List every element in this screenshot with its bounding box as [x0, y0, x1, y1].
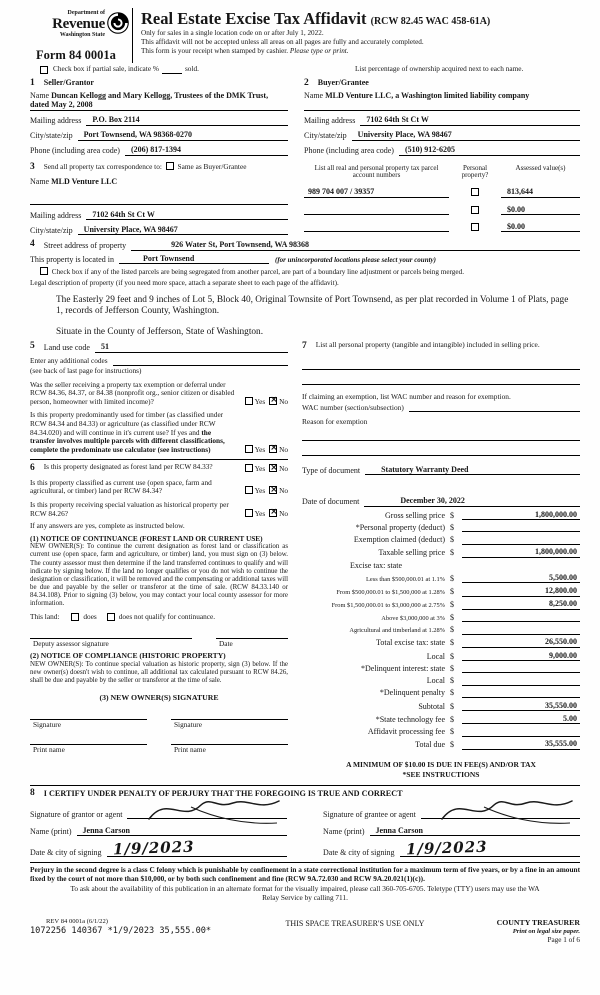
wac-number-label: WAC number (section/subsection)	[302, 402, 404, 412]
tax-row	[302, 599, 580, 609]
notice-continuance-title: (1) NOTICE OF CONTINUANCE (FOREST LAND OR CURRENT USE)	[30, 533, 263, 543]
tax-row-label: Agricultural and timberland at 1.28%	[349, 626, 445, 634]
personal-property-field-2[interactable]	[302, 374, 580, 385]
deputy-assessor-signature-field[interactable]: Deputy assessor signature	[30, 638, 192, 649]
tax-row	[302, 573, 580, 583]
exemption-yes-checkbox[interactable]	[245, 397, 253, 405]
situate-line: Situate in the County of Jefferson, State of Washington.	[56, 327, 264, 338]
deputy-signature-row	[30, 638, 288, 649]
tax-row	[302, 727, 580, 737]
logo-washington-state: Washington State	[59, 32, 105, 39]
question-current-use: Is this property classified as current use (open space, farm and agricultural, or timber) land per RCW 84.34? Yes × No	[30, 479, 288, 496]
forest-yes-checkbox[interactable]	[245, 464, 253, 472]
dor-logo	[30, 10, 132, 39]
tax-row	[302, 714, 580, 724]
correspondence-mailing-field[interactable]: 7102 64th St Ct W	[86, 210, 288, 220]
tax-amount-field[interactable]: 35,555.00	[462, 739, 580, 749]
reason-exemption-field-1[interactable]	[302, 430, 580, 441]
parcel-row	[304, 187, 580, 197]
same-as-buyer-checkbox[interactable]	[166, 162, 174, 170]
seller-phone-field[interactable]: (206) 817-1394	[125, 145, 288, 155]
partial-sale-row	[38, 65, 580, 74]
located-in-note: (for unincorporated locations please select your county)	[274, 256, 436, 265]
dollar-sign: $	[450, 510, 454, 520]
perjury-paragraph: Perjury in the second degree is a class C felony which is punishable by confinement in a state correctional institution for a maximum term of five years, or by a fine in an amount fixed by the court of not more than $10,000, or by both such confinement and fine (RCW 9A.72.030 and RCW 9A.20.021(1)(c)).	[30, 862, 580, 883]
tax-amount-field[interactable]	[462, 664, 580, 674]
this-land-row: This land: does does not qualify for continuance.	[30, 611, 216, 621]
buyer-city-field[interactable]: University Place, WA 98467	[352, 130, 580, 140]
parcel-number-field[interactable]: 989 704 007 / 39357	[304, 187, 449, 197]
tax-row	[302, 676, 580, 686]
dollar-sign: $	[450, 676, 454, 686]
grantee-signature-label: Signature of grantee or agent	[323, 809, 416, 819]
dollar-sign: $	[450, 548, 454, 558]
buyer-name-field[interactable]: Name MLD Venture LLC, a Washington limited liability company	[304, 91, 580, 111]
grantor-print-name-field[interactable]: Jenna Carson	[77, 826, 287, 836]
tax-amount-field[interactable]: 9,000.00	[462, 651, 580, 661]
personal-property-checkbox[interactable]	[471, 223, 479, 231]
assessed-value-field[interactable]: 813,644	[501, 187, 580, 197]
partial-sale-label: Check box if partial sale, indicate %	[53, 64, 159, 74]
title-block	[132, 8, 580, 63]
tax-amount-field[interactable]	[462, 688, 580, 698]
owner-signature-field-1[interactable]: Signature	[30, 719, 147, 730]
historic-no-checkbox[interactable]	[269, 509, 277, 517]
question-timber: Is this property predominantly used for timber (as classified under RCW 84.34 and 84.33) or agriculture (as classified under RCW 84.34.020) and will continue in it's current use? If yes and the transfer involves multiple parcels with different classifications, complete the predominate use calculator (see instructions) Yes × No	[30, 411, 288, 454]
header-note-1: Only for sales in a single location code on or after July 1, 2022.	[141, 28, 324, 37]
new-owner-signature-title: (3) NEW OWNER(S) SIGNATURE	[99, 693, 219, 703]
dollar-sign: $	[450, 522, 454, 532]
legal-description-label: Legal description of property (if you need more space, attach a separate sheet to each page of the affidavit).	[30, 278, 339, 287]
tax-row	[302, 651, 580, 661]
tax-row-label: Gross selling price	[385, 510, 445, 520]
tax-amount-field[interactable]	[462, 676, 580, 686]
land-does-checkbox[interactable]	[71, 613, 79, 621]
doc-type-label: Type of document	[302, 465, 361, 475]
county-treasurer-label: COUNTY TREASURER	[496, 918, 580, 928]
question-historic: Is this property receiving special valuation as historical property per RCW 84.26? Yes × No	[30, 501, 288, 518]
dollar-sign: $	[450, 587, 454, 597]
section-4-number: 4	[30, 239, 35, 250]
current-use-no-checkbox[interactable]	[269, 486, 277, 494]
certify-statement: I CERTIFY UNDER PENALTY OF PERJURY THAT THE FOREGOING IS TRUE AND CORRECT	[43, 789, 403, 799]
minimum-due-note: A MINIMUM OF $10.00 IS DUE IN FEE(S) AND/OR TAX *SEE INSTRUCTIONS	[346, 759, 536, 779]
section-forest	[30, 459, 288, 755]
tax-row-label: Local	[426, 651, 445, 661]
dollar-sign: $	[450, 574, 454, 584]
logo-dept-of: Department of	[67, 10, 105, 16]
header	[30, 8, 580, 63]
section-6-number: 6	[30, 462, 35, 473]
tax-row-label: Less than $500,000.01 at 1.1%	[366, 575, 445, 583]
land-use-label: Land use code	[43, 343, 90, 353]
partial-sale-sold-label: sold.	[184, 64, 199, 74]
additional-codes-field[interactable]	[113, 357, 288, 366]
parcel-col-assessed: Assessed value(s)	[515, 163, 566, 172]
dollar-sign: $	[450, 535, 454, 545]
grantor-signature-label: Signature of grantor or agent	[30, 809, 123, 819]
street-address-field[interactable]: 926 Water St, Port Townsend, WA 98368	[131, 240, 580, 250]
rev-form-code: REV 84 0001a (6/1/22)	[46, 918, 108, 926]
timber-yes-checkbox[interactable]	[245, 445, 253, 453]
dollar-sign: $	[450, 651, 454, 661]
partial-sale-checkbox[interactable]	[40, 66, 48, 74]
parcel-rows	[304, 187, 580, 232]
grantor-date-field[interactable]	[107, 838, 287, 859]
street-address-label: Street address of property	[43, 241, 127, 251]
notice-compliance-title: (2) NOTICE OF COMPLIANCE (HISTORIC PROPERTY)	[30, 651, 226, 661]
dollar-sign: $	[450, 688, 454, 698]
section-2-title: Buyer/Grantee	[317, 77, 369, 87]
forest-no-checkbox[interactable]	[269, 464, 277, 472]
historic-yes-checkbox[interactable]	[245, 509, 253, 517]
ownership-note: List percentage of ownership acquired next to each name.	[354, 64, 524, 74]
land-does-not-checkbox[interactable]	[107, 613, 115, 621]
grantee-signature-scrawl	[436, 797, 576, 827]
dollar-sign: $	[450, 740, 454, 750]
doc-date-label: Date of document	[302, 497, 360, 507]
owner-signature-field-2[interactable]: Signature	[171, 719, 288, 730]
tax-amount-field[interactable]	[462, 535, 580, 545]
agency-block	[30, 8, 132, 63]
parcel-col-personal: Personal property?	[461, 163, 489, 180]
parcel-col-numbers: List all real and personal property tax parcel account numbers	[314, 163, 439, 180]
treasurer-stamp: 1072256 140367 *1/9/2023 35,555.00*	[30, 926, 212, 937]
tax-amount-field[interactable]: 1,800,000.00	[462, 547, 580, 557]
tax-amount-field[interactable]	[462, 613, 580, 623]
segregated-checkbox[interactable]	[40, 267, 48, 275]
tax-amount-field[interactable]: 35,550.00	[462, 701, 580, 711]
tax-row-label: Above $3,000,000 at 3%	[381, 614, 445, 622]
grantor-handwritten-date: 1/9/2023	[112, 838, 195, 859]
grantor-signature-scrawl	[143, 797, 283, 827]
dollar-sign: $	[450, 638, 454, 648]
buyer-mailing-field[interactable]: 7102 64th St Ct W	[360, 115, 580, 125]
grantee-date-field[interactable]	[400, 838, 580, 859]
located-in-field[interactable]: Port Townsend	[119, 254, 269, 264]
tax-amount-field[interactable]: 12,800.00	[462, 586, 580, 596]
personal-property-checkbox[interactable]	[471, 188, 479, 196]
tax-row-label: *Personal property (deduct)	[355, 522, 445, 532]
tax-row	[302, 510, 580, 520]
parcel-table	[304, 162, 580, 236]
segregated-note: Check box if any of the listed parcels are being segregated from another parcel, are part of a boundary line adjustment or parcels being merged.	[51, 267, 464, 276]
dollar-sign: $	[450, 714, 454, 724]
assessed-value-field[interactable]: $0.00	[501, 222, 580, 232]
dollar-sign: $	[450, 701, 454, 711]
seller-city-field[interactable]: Port Townsend, WA 98368-0270	[78, 130, 288, 140]
section-1-number: 1	[30, 77, 35, 88]
form-number: Form 84 0001a	[36, 48, 116, 63]
current-use-yes-checkbox[interactable]	[245, 486, 253, 494]
tax-row-label: From $1,500,000.01 to $3,000,000 at 2.75%	[331, 602, 445, 610]
tax-amount-field[interactable]	[462, 727, 580, 737]
tax-row-label: Exemption claimed (deduct)	[353, 535, 445, 545]
dollar-sign: $	[450, 612, 454, 622]
grantee-handwritten-date: 1/9/2023	[405, 838, 488, 859]
tax-row-label: From $500,000.01 to $1,500,000 at 1.28%	[336, 589, 445, 597]
tax-amount-field[interactable]	[462, 625, 580, 635]
tax-row-label: Excise tax: state	[350, 560, 402, 570]
form-title-rcw: (RCW 82.45 WAC 458-61A)	[370, 16, 491, 27]
owner-signature-row	[30, 719, 288, 730]
deputy-date-field[interactable]: Date	[216, 638, 288, 649]
located-in-label: This property is located in	[30, 255, 114, 264]
dor-swirl-icon	[106, 11, 130, 35]
section-3-number: 3	[30, 161, 35, 172]
assessed-value-field[interactable]: $0.00	[501, 205, 580, 215]
personal-property-checkbox[interactable]	[471, 206, 479, 214]
section-3-intro: Send all property tax correspondence to:	[43, 161, 162, 171]
right-column	[302, 341, 580, 779]
if-yes-note: If any answers are yes, complete as instructed below.	[30, 521, 185, 531]
tax-row-label: Total excise tax: state	[376, 638, 445, 648]
reason-exemption-label: Reason for exemption	[302, 417, 368, 427]
seller-mailing-field[interactable]: P.O. Box 2114	[86, 115, 288, 125]
tax-amount-field[interactable]: 5.00	[462, 714, 580, 724]
section-property	[30, 239, 580, 338]
footer	[30, 918, 580, 945]
tax-row	[302, 625, 580, 635]
section-2-number: 2	[304, 77, 309, 88]
exemption-claim-note: If claiming an exemption, list WAC number and reason for exemption.	[302, 391, 511, 401]
doc-date-field[interactable]: December 30, 2022	[364, 496, 580, 506]
buyer-phone-field[interactable]: (510) 912-6205	[399, 145, 580, 155]
legal-description-text: The Easterly 29 feet and 9 inches of Lot 5, Block 40, Original Townsite of Port Townsend, as per plat recorded in Volume 1 of Plats, page 1, records of Jefferson County, Washington.	[56, 295, 569, 317]
parcel-row	[304, 205, 580, 215]
grantee-certify-block: Signature of grantee or agent Name (print) Jenna Carson Date & city of signing 1/9/2023	[323, 804, 580, 857]
header-note-3: This form is your receipt when stamped by cashier. Please type or print.	[141, 47, 349, 56]
section-seller: 1 Seller/Grantor Name Duncan Kellogg and Mary Kellogg, Trustees of the DMK Trust, dated May 2, 2008 Mailing address P.O. Box 2114 City/state/zip Port Townsend, WA 98368-0270 Phone (including area code) (206) 817-1394	[30, 78, 288, 156]
header-note-2: This affidavit will not be accepted unless all areas on all pages are fully and accurately completed.	[141, 37, 424, 46]
tax-amount-field[interactable]: 8,250.00	[462, 599, 580, 609]
parcel-row	[304, 222, 580, 232]
grantor-certify-block: Signature of grantor or agent Name (print) Jenna Carson Date & city of signing 1/9/2023	[30, 804, 287, 857]
tax-row	[302, 739, 580, 749]
tax-row	[302, 561, 580, 571]
seller-name-field[interactable]: Name Duncan Kellogg and Mary Kellogg, Trustees of the DMK Trust, dated May 2, 2008	[30, 91, 288, 111]
notice-continuance-body: NEW OWNER(S): To continue the current designation as forest land or classification as current use (open space, farm and agriculture, or timber) land, you must sign on (3) below. The county assessor must then determine if the land transferred continues to qualify and will indicate by signing below. If the land no longer qualifies or you do not wish to continue the designation or classification, it will be removed and the compensating or additional taxes will be due and payable by the seller or transferor at the time of sale. (RCW 84.33.140 or 84.34.108). Prior to signing (3) below, you may contact your local county assessor for more information.	[30, 543, 288, 607]
section-buyer: 2 Buyer/Grantee Name MLD Venture LLC, a Washington limited liability company Mailing address 7102 64th St Ct W City/state/zip University Place, WA 98467 Phone (including area code) (510) 912-6205	[304, 78, 580, 156]
dollar-sign: $	[450, 727, 454, 737]
personal-property-note: List all personal property (tangible and intangible) included in selling price.	[315, 340, 540, 350]
section-7-number: 7	[302, 341, 307, 352]
tax-amount-field[interactable]: 1,800,000.00	[462, 510, 580, 520]
section-certify	[30, 785, 580, 857]
dollar-sign: $	[450, 600, 454, 610]
see-back-note: (see back of last page for instructions)	[30, 366, 142, 376]
question-exemption: Was the seller receiving a property tax exemption or deferral under RCW 84.36, 84.37, or 84.38 (nonprofit org., senior citizen or disabled person, homeowner with limited income)? Yes × No	[30, 381, 288, 407]
tax-row	[302, 688, 580, 698]
parcel-table-header	[304, 165, 580, 180]
tax-row	[302, 547, 580, 557]
tax-row-label: *Delinquent interest: state	[361, 663, 445, 673]
tax-row	[302, 701, 580, 711]
personal-property-field-1[interactable]	[302, 359, 580, 370]
tax-row	[302, 637, 580, 647]
tax-row-label: Total due	[415, 740, 445, 750]
same-as-buyer-label: Same as Buyer/Grantee	[177, 161, 247, 171]
tax-table	[302, 510, 580, 750]
tax-amount-field[interactable]: 5,500.00	[462, 573, 580, 583]
tax-row-label: *State technology fee	[375, 714, 445, 724]
tax-amount-field[interactable]: 26,550.00	[462, 637, 580, 647]
tax-row-label: Affidavit processing fee	[367, 727, 445, 737]
logo-revenue: Revenue	[52, 16, 105, 33]
notice-compliance-body: NEW OWNER(S): To continue special valuation as historic property, sign (3) below. If the new owner(s) doesn't wish to continue, all additional tax calculated pursuant to RCW 84.26, shall be due and payable by the seller or transferor at the time of sale.	[30, 661, 288, 685]
legal-paper-note: Print on legal size paper.	[512, 928, 580, 936]
tax-row	[302, 535, 580, 545]
section-1-title: Seller/Grantor	[43, 77, 94, 87]
question-forest-land: 6 Is this property designated as forest land per RCW 84.33? Yes × No	[30, 463, 288, 474]
segregated-row	[38, 267, 580, 276]
section-5-number: 5	[30, 341, 35, 352]
treasurer-space-note: THIS SPACE TREASURER'S USE ONLY	[285, 919, 425, 929]
reason-exemption-field-2[interactable]	[302, 445, 580, 456]
form-title: Real Estate Excise Tax Affidavit (RCW 82.45 WAC 458-61A)	[141, 9, 491, 28]
accessibility-note: To ask about the availability of this publication in an alternate format for the visually impaired, please call 360-705-6705. Teletype (TTY) users may use the WA Relay Service by calling 711.	[70, 884, 540, 902]
page-indicator: Page 1 of 6	[547, 936, 580, 945]
section-correspondence: 3 Send all property tax correspondence to: Same as Buyer/Grantee Name MLD Venture LLC Mailing address 7102 64th St Ct W City/state/zip University Place, WA 98467	[30, 162, 288, 236]
correspondence-city-field[interactable]: University Place, WA 98467	[78, 225, 288, 235]
owner-printname-row	[30, 744, 288, 755]
tax-amount-field[interactable]	[462, 523, 580, 533]
correspondence-blank-field[interactable]	[30, 194, 288, 205]
correspondence-name-field[interactable]: MLD Venture LLC	[51, 176, 118, 186]
exemption-no-checkbox[interactable]	[269, 397, 277, 405]
owner-print-name-field-1[interactable]: Print name	[30, 744, 147, 755]
owner-print-name-field-2[interactable]: Print name	[171, 744, 288, 755]
parcel-number-field[interactable]	[304, 223, 449, 232]
grantee-print-name-field[interactable]: Jenna Carson	[370, 826, 580, 836]
tax-row-label: Subtotal	[418, 701, 445, 711]
additional-codes-label: Enter any additional codes	[30, 356, 108, 366]
doc-type-field[interactable]: Statutory Warranty Deed	[365, 465, 580, 475]
land-use-code-field[interactable]: 51	[95, 342, 288, 352]
tax-row	[302, 586, 580, 596]
tax-row	[302, 613, 580, 623]
tax-row-label: Taxable selling price	[378, 548, 445, 558]
partial-sale-percent-field[interactable]	[162, 67, 182, 74]
timber-no-checkbox[interactable]	[269, 445, 277, 453]
wac-number-field[interactable]	[409, 403, 580, 412]
tax-row	[302, 664, 580, 674]
dollar-sign: $	[450, 663, 454, 673]
tax-row-label: *Delinquent penalty	[379, 688, 445, 698]
parcel-number-field[interactable]	[304, 206, 449, 215]
tax-row-label: Local	[426, 676, 445, 686]
tax-row	[302, 523, 580, 533]
dollar-sign: $	[450, 625, 454, 635]
left-column	[30, 341, 288, 779]
section-8-number: 8	[30, 788, 35, 799]
